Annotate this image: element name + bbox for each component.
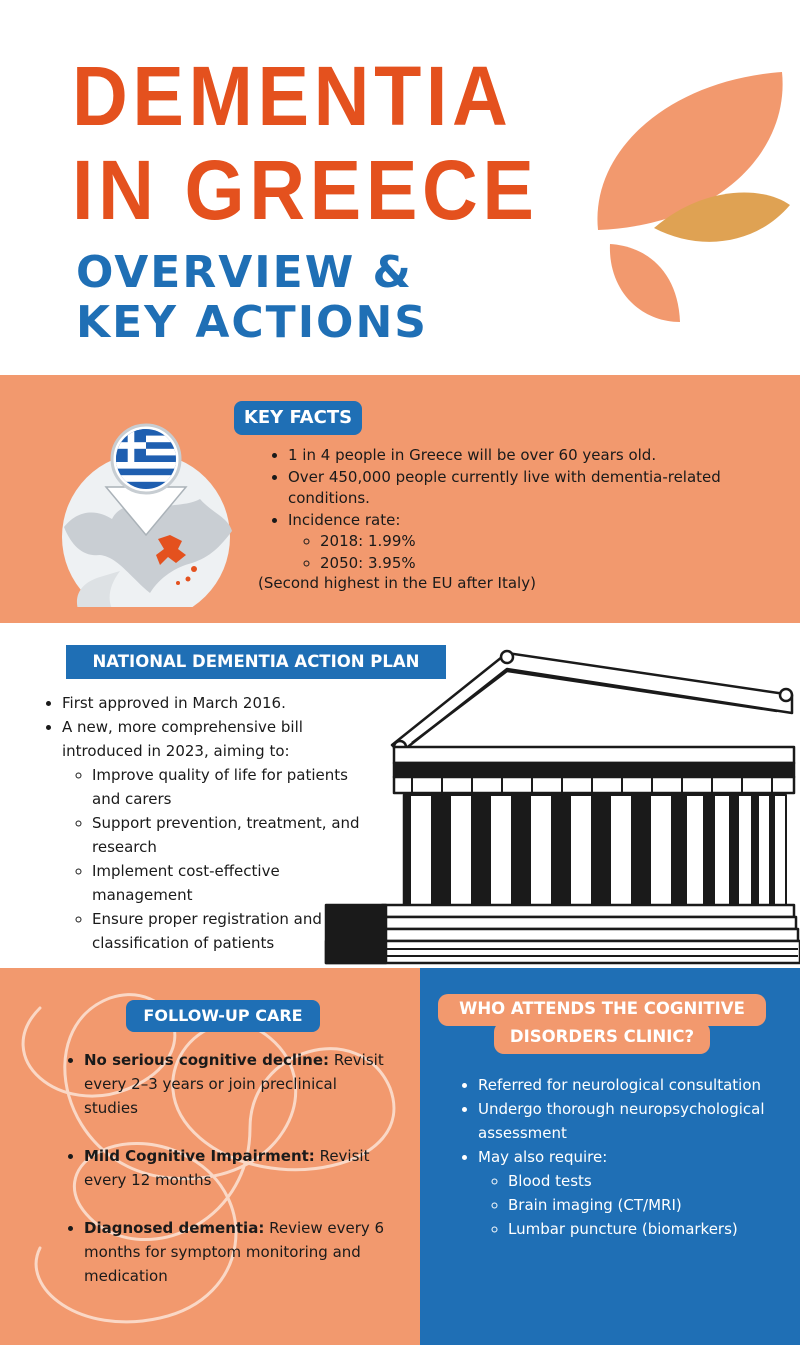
clinic-section — [420, 968, 800, 1345]
list-item: • 1 in 4 people in Greece will be over 60 years old. — [288, 445, 758, 466]
key-facts-list — [288, 445, 758, 575]
key-facts-heading: KEY FACTS — [234, 401, 362, 435]
incidence-sublist — [288, 531, 758, 574]
clinic-heading-line-2: DISORDERS CLINIC? — [494, 1022, 710, 1054]
item-label: Mild Cognitive Impairment: — [84, 1147, 315, 1165]
aim-item: ◦ Implement cost-effective management — [92, 859, 362, 907]
aim-item: ◦ Improve quality of life for patients and carers — [92, 763, 362, 811]
clinic-heading-line-1: WHO ATTENDS THE COGNITIVE — [438, 994, 766, 1026]
action-plan-list — [62, 691, 362, 955]
list-item — [84, 1144, 394, 1192]
aim-item: ◦ Support prevention, treatment, and research — [92, 811, 362, 859]
requirements-sublist — [478, 1169, 788, 1241]
incidence-label: Incidence rate: — [288, 511, 401, 529]
title-line-2: IN GREECE — [72, 143, 539, 237]
action-plan-heading: NATIONAL DEMENTIA ACTION PLAN — [66, 645, 446, 679]
greece-map-globe-icon — [60, 407, 240, 607]
subtitle-line-2: KEY ACTIONS — [76, 297, 428, 348]
list-item: • Undergo thorough neuropsychological assessment — [478, 1097, 788, 1145]
leaves-decoration — [590, 60, 800, 330]
bill-text: A new, more comprehensive bill introduced in 2023, aiming to: — [62, 718, 303, 760]
list-item — [288, 510, 758, 574]
aim-item: ◦ Ensure proper registration and classification of patients — [92, 907, 362, 955]
facts-note: (Second highest in the EU after Italy) — [258, 574, 536, 592]
requirement-item: ◦ Lumbar puncture (biomarkers) — [508, 1217, 788, 1241]
item-label: No serious cognitive decline: — [84, 1051, 330, 1069]
list-item: • Over 450,000 people currently live with dementia-related conditions. — [288, 467, 758, 509]
list-item — [84, 1048, 394, 1120]
item-label: Diagnosed dementia: — [84, 1219, 265, 1237]
key-facts-section — [0, 375, 800, 623]
follow-up-heading: FOLLOW-UP CARE — [126, 1000, 320, 1032]
follow-up-list — [84, 1048, 394, 1312]
list-item — [84, 1216, 394, 1288]
list-item: • First approved in March 2016. — [62, 691, 362, 715]
header — [0, 0, 800, 375]
list-item — [478, 1145, 788, 1241]
list-item: • Referred for neurological consultation — [478, 1073, 788, 1097]
incidence-item: ◦ 2018: 1.99% — [320, 531, 758, 552]
requirement-item: ◦ Brain imaging (CT/MRI) — [508, 1193, 788, 1217]
incidence-item: ◦ 2050: 3.95% — [320, 553, 758, 574]
action-plan-section — [0, 623, 800, 968]
title-line-1: DEMENTIA — [72, 49, 513, 143]
clinic-list — [478, 1073, 788, 1241]
leaf-small — [610, 244, 680, 322]
aims-sublist — [62, 763, 362, 955]
subtitle-line-1: OVERVIEW & — [76, 247, 413, 298]
greek-flag-icon — [112, 425, 180, 493]
item-text: Revisit every 2–3 years or join preclinical studies — [84, 1051, 384, 1117]
parthenon-temple-icon — [322, 635, 800, 968]
requirements-label: May also require: — [478, 1148, 608, 1166]
requirement-item: ◦ Blood tests — [508, 1169, 788, 1193]
list-item — [62, 715, 362, 955]
item-text: Review every 6 months for symptom monitoring and medication — [84, 1219, 385, 1285]
follow-up-section — [0, 968, 420, 1345]
item-text: Revisit every 12 months — [84, 1147, 370, 1189]
